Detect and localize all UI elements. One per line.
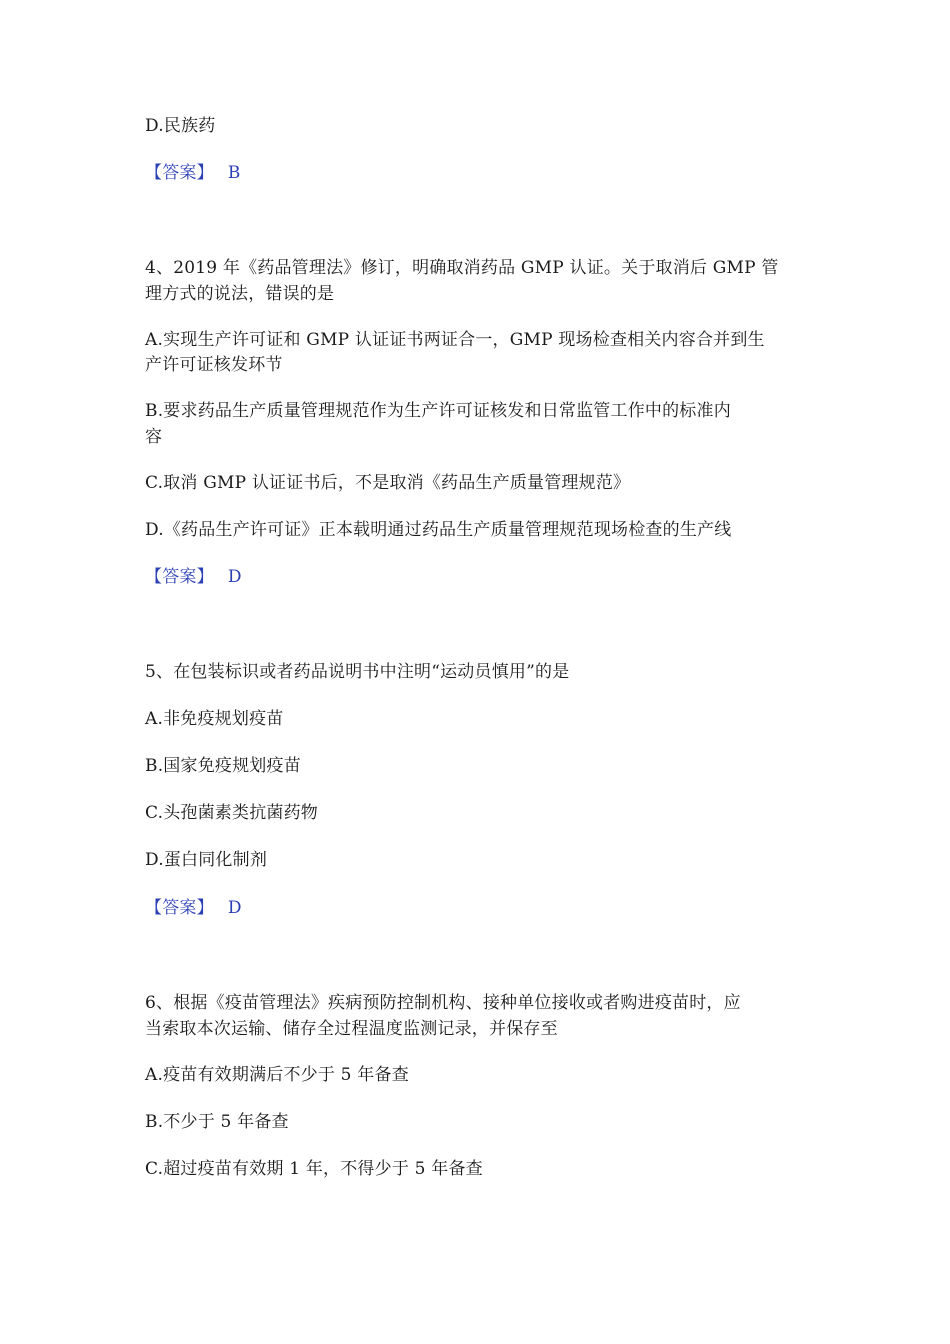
question-6-stem-line-1: 6、根据《疫苗管理法》疾病预防控制机构、接种单位接收或者购进疫苗时，应 (145, 993, 741, 1013)
answer-label: 【答案】 (145, 567, 214, 587)
question-6-option-b: B.不少于 5 年备查 (145, 1112, 289, 1132)
question-5-answer (145, 896, 815, 920)
question-4-option-a-line-2: 产许可证核发环节 (145, 355, 283, 375)
question-4-option-a-line-1: A.实现生产许可证和 GMP 认证证书两证合一，GMP 现场检查相关内容合并到生 (145, 330, 765, 350)
question-5-stem: 5、在包装标识或者药品说明书中注明“运动员慎用”的是 (145, 662, 570, 682)
prev-question-answer (145, 161, 815, 185)
question-4-stem-line-1: 4、2019 年《药品管理法》修订，明确取消药品 GMP 认证。关于取消后 GMP 管 (145, 258, 779, 278)
question-5-option-d: D.蛋白同化制剂 (145, 850, 268, 870)
answer-value: B (227, 163, 241, 183)
question-5-option-b: B.国家免疫规划疫苗 (145, 756, 301, 776)
question-4-option-b-line-2: 容 (145, 427, 163, 447)
answer-label: 【答案】 (145, 898, 214, 918)
question-4-option-b-line-1: B.要求药品生产质量管理规范作为生产许可证核发和日常监管工作中的标准内 (145, 401, 731, 421)
question-4-option-d: D.《药品生产许可证》正本载明通过药品生产质量管理规范现场检查的生产线 (145, 520, 732, 540)
answer-value: D (227, 898, 242, 918)
question-6-option-c: C.超过疫苗有效期 1 年，不得少于 5 年备查 (145, 1159, 483, 1179)
question-4-option-c: C.取消 GMP 认证证书后，不是取消《药品生产质量管理规范》 (145, 473, 631, 493)
question-5-option-c: C.头孢菌素类抗菌药物 (145, 803, 319, 823)
question-5-option-a: A.非免疫规划疫苗 (145, 709, 284, 729)
answer-value: D (227, 567, 242, 587)
answer-label: 【答案】 (145, 163, 214, 183)
question-6-stem-line-2: 当索取本次运输、储存全过程温度监测记录，并保存至 (145, 1019, 558, 1039)
question-4-answer (145, 565, 815, 589)
question-4-stem-line-2: 理方式的说法，错误的是 (145, 284, 335, 304)
prev-question-option-d: D.民族药 (145, 116, 216, 136)
question-6-option-a: A.疫苗有效期满后不少于 5 年备查 (145, 1065, 409, 1085)
